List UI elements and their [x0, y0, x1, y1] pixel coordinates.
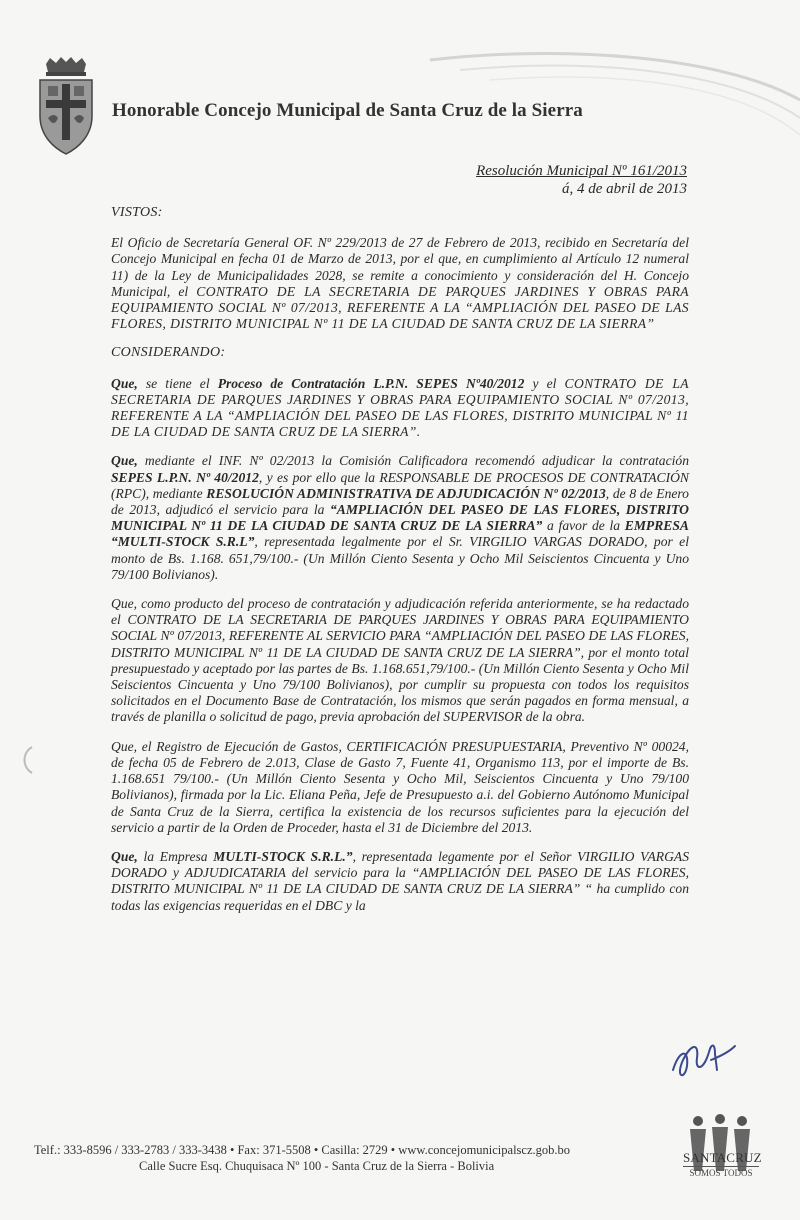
- logo-name: SANTACRUZ: [683, 1150, 762, 1165]
- resolution-date: á, 4 de abril de 2013: [562, 181, 687, 197]
- footer-address: Calle Sucre Esq. Chuquisaca Nº 100 - Santa Cruz de la Sierra - Bolivia: [139, 1159, 495, 1173]
- margin-mark-icon: [18, 745, 38, 775]
- text: se tiene el: [137, 375, 218, 391]
- text: a favor de la: [542, 518, 625, 534]
- vistos-heading: VISTOS:: [111, 205, 163, 220]
- text: , representada legamente por el Señor VIRGILIO VARGAS DORADO y ADJUDICATARIA del servicio para la “AMPLIACIÓN DEL PASEO DE LAS FLORES, DISTRITO MUNICIPAL Nº 11 DE LA CIUDAD DE SANTA CRUZ DE LA SIERRA” “ ha cumplido con todas las exigencias requeridas en el DBC y la: [111, 848, 689, 913]
- contract-title-text: CONTRATO DE LA SECRETARIA DE PARQUES JARDINES Y OBRAS PARA EQUIPAMIENTO SOCIAL Nº 07/2013, REFERENTE A LA “AMPLIACIÓN DEL PASEO DE LAS FLORES, DISTRITO MUNICIPAL Nº 11 DE LA CIUDAD DE SANTA CRUZ DE LA SIERRA”.: [111, 375, 689, 440]
- que-label: Que,: [111, 375, 138, 391]
- footer: [34, 1142, 674, 1174]
- process-reference: Proceso de Contratación L.P.N. SEPES Nº40/2012: [217, 375, 525, 391]
- text: , de 8 de Enero de 2013, adjudicó el servicio para la: [111, 485, 689, 518]
- text: , y es por ello que la RESPONSABLE DE PROCESOS DE CONTRATACIÓN (RPC), mediante: [111, 469, 689, 501]
- santa-cruz-logo-icon: [680, 1088, 760, 1198]
- considerando-paragraph-5: [111, 849, 689, 914]
- contract-title-text: CONTRATO DE LA SECRETARIA DE PARQUES JARDINES Y OBRAS PARA EQUIPAMIENTO SOCIAL Nº 07/2013, REFERENTE A LA “AMPLIACIÓN DEL PASEO DE LAS FLORES, DISTRITO MUNICIPAL Nº 11 DE LA CIUDAD DE SANTA CRUZ DE LA SIERRA”: [111, 283, 689, 332]
- resolution-body: [111, 205, 689, 927]
- logo-subtitle: SOMOS TODOS: [683, 1166, 759, 1178]
- company-name: MULTI-STOCK S.R.L.”: [213, 848, 353, 864]
- considerando-heading: CONSIDERANDO:: [111, 345, 226, 361]
- resolution-block: [476, 162, 687, 198]
- text: , representada legalmente por el Sr. VIRGILIO VARGAS DORADO, por el monto de Bs. 1.168. 651,79/100.- (Un Millón Ciento Sesenta y Ocho Mil Seiscientos Cincuenta y Uno 79/100 Bolivianos).: [111, 534, 689, 582]
- text: la Empresa: [137, 848, 214, 864]
- considerando-paragraph-1: [111, 376, 689, 441]
- que-label: Que,: [111, 848, 138, 864]
- handwritten-signature-icon: [665, 1030, 745, 1090]
- considerando-paragraph-3: Que, como producto del proceso de contratación y adjudicación referida anteriormente, se ha redactado el CONTRATO DE LA SECRETARIA DE PARQUES JARDINES Y OBRAS PARA EQUIPAMIENTO SOCIAL Nº 07/2013, REFERENTE AL SERVICIO PARA “AMPLIACIÓN DEL PASEO DE LAS FLORES, DISTRITO MUNICIPAL Nº 11 DE LA CIUDAD DE SANTA CRUZ DE LA SIERRA”, por el monto total presupuestado y aceptado por las partes de Bs. 1.168.651,79/100.- (Un Millón Ciento Sesenta y Ocho Mil Seiscientos Cincuenta y Uno 79/100 Bolivianos), por cumplir su propuesta con todos los requisitos solicitados en el Documento Base de Contratación, los mismos que serán pagados en forma mensual, a través de planilla o solicitud de pago, previa aprobación del SUPERVISOR de la obra.: [111, 596, 689, 725]
- que-label: Que,: [111, 453, 138, 469]
- resolution-number: Resolución Municipal Nº 161/2013: [476, 163, 687, 179]
- footer-contact: Telf.: 333-8596 / 333-2783 / 333-3438 • Fax: 371-5508 • Casilla: 2729 • www.concejomunicipalscz.gob.bo: [34, 1143, 571, 1157]
- service-title: “AMPLIACIÓN DEL PASEO DE LAS FLORES, DISTRITO MUNICIPAL Nº 11 DE LA CIUDAD DE SANTA CRUZ DE LA SIERRA”: [111, 502, 689, 534]
- vistos-paragraph: [111, 235, 689, 332]
- considerando-paragraph-4: Que, el Registro de Ejecución de Gastos, CERTIFICACIÓN PRESUPUESTARIA, Preventivo Nº 00024, de fecha 05 de Febrero de 2.013, Clase de Gasto 7, Fuente 41, Organismo 113, por el importe de Bs. 1.168.651 79/100.- (Un Millón Ciento Sesenta y Ocho Mil, Seiscientos Cincuenta y Uno 79/100 Bolivianos), firmada por la Lic. Eliana Peña, Jefe de Presupuesto a.i. del Gobierno Autónomo Municipal de Santa Cruz de la Sierra, certifica la existencia de los recursos suficientes para la ejecución del servicio a partir de la Orden de Proceder, hasta el 31 de Diciembre del 2013.: [111, 738, 689, 835]
- text: y el: [524, 375, 565, 391]
- text: mediante el INF. Nº 02/2013 la Comisión Calificadora recomendó adjudicar la contratación: [137, 453, 689, 469]
- vistos-text: El Oficio de Secretaría General OF. Nº 229/2013 de 27 de Febrero de 2013, recibido en Secretaría del Concejo Municipal en fecha 01 de Marzo de 2013, por el que, en cumplimiento al Artículo 12 numeral 11) de la Ley de Municipalidades 2028, se remite a conocimiento y consideración del H. Concejo Municipal, el: [111, 235, 689, 299]
- adjudication-reference: RESOLUCIÓN ADMINISTRATIVA DE ADJUDICACIÓN Nº 02/2013: [206, 485, 606, 501]
- process-reference: SEPES L.P.N. Nº 40/2012: [111, 469, 259, 485]
- municipal-crest-icon: [34, 56, 98, 156]
- company-name: EMPRESA “MULTI-STOCK S.R.L”: [111, 518, 689, 550]
- council-title: Honorable Concejo Municipal de Santa Cruz de la Sierra: [112, 100, 583, 121]
- considerando-paragraph-2: [111, 453, 689, 583]
